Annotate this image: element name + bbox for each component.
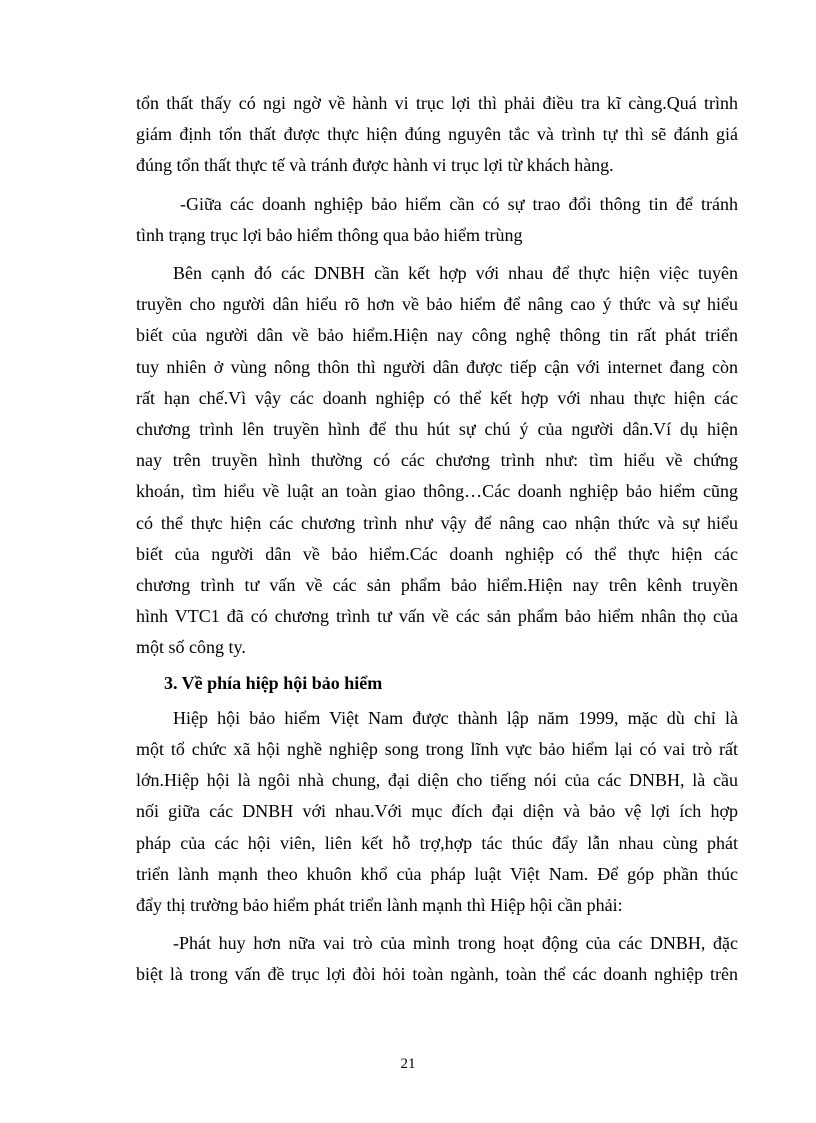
- text-line: pháp của các hội viên, liên kết hỗ trợ,hợp tác thúc đẩy lẫn nhau cùng phát: [136, 832, 738, 853]
- text-line: nay trên truyền hình thường có các chương trình như: tìm hiểu về chứng: [136, 450, 738, 471]
- text-line: có thể thực hiện các chương trình như vậy để nâng cao nhận thức và sự hiểu: [136, 512, 738, 533]
- text-line: biết của người dân về bảo hiểm.Các doanh nghiệp có thể thực hiện các: [136, 543, 738, 564]
- paragraph-awareness-campaign: [136, 258, 738, 664]
- text-line: chương trình tư vấn về các sản phẩm bảo hiểm.Hiện nay trên kênh truyền: [136, 575, 738, 596]
- text-line: biệt là trong vấn đề trục lợi đòi hỏi toàn ngành, toàn thể các doanh nghiệp trên: [136, 964, 738, 985]
- text-line: một tổ chức xã hội nghề nghiệp song trong lĩnh vực bảo hiểm lại có vai trò rất: [136, 739, 738, 760]
- text-line: một số công ty.: [136, 637, 246, 658]
- text-line: -Giữa các doanh nghiệp bảo hiểm cần có sự trao đổi thông tin để tránh: [180, 193, 738, 214]
- text-line: rất hạn chế.Vì vậy các doanh nghiệp có thể kết hợp với nhau thực hiện các: [136, 387, 738, 408]
- text-line: nối giữa các DNBH với nhau.Với mục đích đại diện và bảo vệ lợi ích hợp: [136, 801, 738, 822]
- text-line: biết của người dân về bảo hiểm.Hiện nay công nghệ thông tin rất phát triển: [136, 325, 738, 346]
- text-line: lớn.Hiệp hội là ngôi nhà chung, đại diện cho tiếng nói của các DNBH, là cầu: [136, 770, 738, 791]
- paragraph-insurance-association: [136, 703, 738, 921]
- text-line: hình VTC1 đã có chương trình tư vấn về các sản phẩm bảo hiểm nhân thọ của: [136, 606, 738, 627]
- paragraph-loss-assessment: [136, 88, 738, 182]
- paragraph-information-exchange: [136, 189, 738, 251]
- document-body: [136, 88, 738, 991]
- text-line: tuy nhiên ở vùng nông thôn thì người dân được tiếp cận với internet đang còn: [136, 356, 738, 377]
- text-line: tổn thất thấy có ngi ngờ về hành vi trục lợi thì phải điều tra kĩ càng.Quá trình: [136, 93, 738, 113]
- text-line: triển lành mạnh theo khuôn khổ của pháp luật Việt Nam. Để góp phần thúc: [136, 863, 738, 884]
- text-line: giám định tổn thất được thực hiện đúng nguyên tắc và trình tự thì sẽ đánh giá: [136, 124, 738, 145]
- text-line: tình trạng trục lợi bảo hiểm thông qua bảo hiểm trùng: [136, 224, 523, 245]
- section-heading: 3. Về phía hiệp hội bảo hiểm: [164, 672, 383, 693]
- text-line: khoán, tìm hiểu về luật an toàn giao thông…Các doanh nghiệp bảo hiểm cũng: [136, 481, 738, 502]
- text-line: truyền cho người dân hiểu rõ hơn về bảo hiểm để nâng cao ý thức và sự hiểu: [136, 294, 738, 315]
- text-line: Hiệp hội bảo hiểm Việt Nam được thành lập năm 1999, mặc dù chỉ là: [173, 707, 738, 728]
- text-line: đẩy thị trường bảo hiểm phát triển lành mạnh thì Hiệp hội cần phải:: [136, 895, 623, 916]
- paragraph-association-role: [136, 928, 738, 990]
- text-line: -Phát huy hơn nữa vai trò của mình trong hoạt động của các DNBH, đặc: [173, 933, 738, 954]
- text-line: chương trình lên truyền hình để thu hút sự chú ý của người dân.Ví dụ hiện: [136, 419, 738, 440]
- text-line: đúng tổn thất thực tế và tránh được hành vi trục lợi từ khách hàng.: [136, 155, 614, 176]
- page-number: 21: [400, 1056, 416, 1072]
- text-line: Bên cạnh đó các DNBH cần kết hợp với nhau để thực hiện việc tuyên: [173, 263, 738, 284]
